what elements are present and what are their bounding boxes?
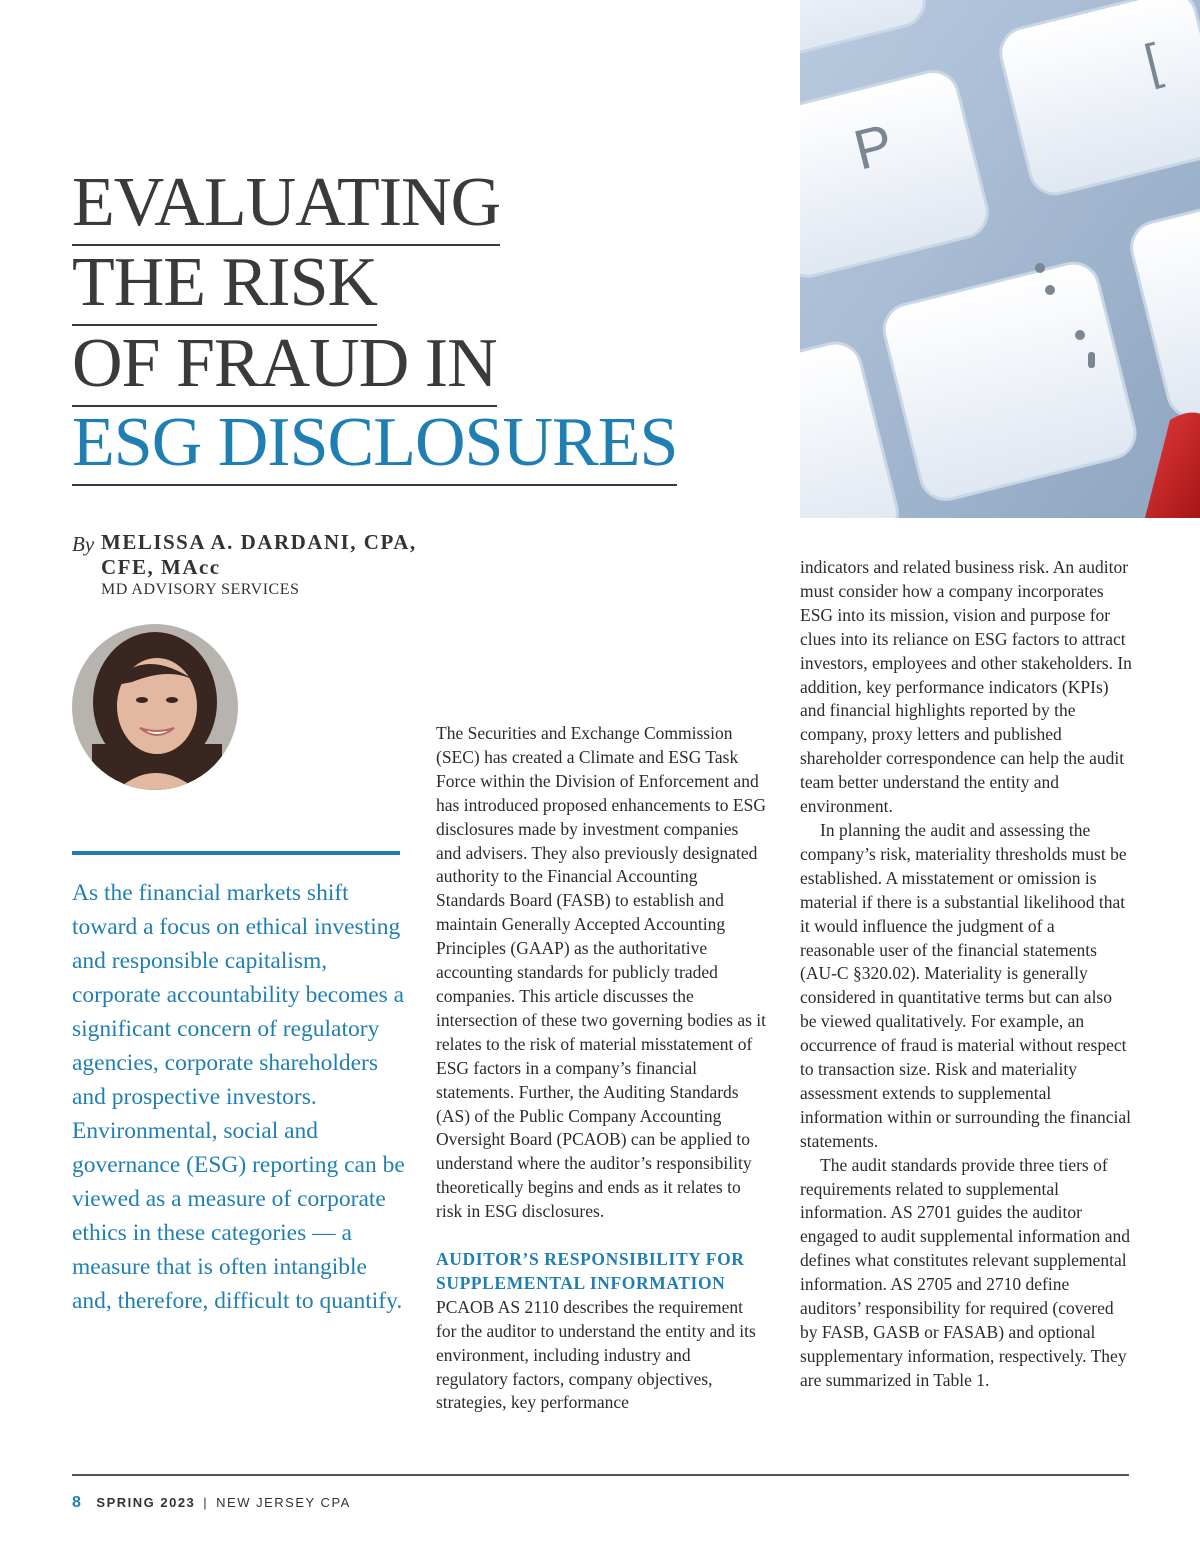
title-line-1: EVALUATING xyxy=(72,168,500,246)
key-bracket-label: [ xyxy=(1139,32,1167,91)
publication-name: NEW JERSEY CPA xyxy=(216,1495,351,1510)
pullquote-rule xyxy=(72,851,400,855)
footer-rule xyxy=(72,1474,1129,1476)
pullquote: As the financial markets shift toward a focus on ethical investing and responsible capitalism, corporate accountability becomes a significant concern of regulatory agencies, corporate shareholders and prospective investors. Environmental, social and governance (ESG) reporting can be viewed as a measure of corporate ethics in these categories — a measure that is often intangible and, therefore, difficult to quantify. xyxy=(72,880,405,1314)
issue-season: SPRING 2023 xyxy=(96,1495,196,1510)
body-column-middle xyxy=(436,722,766,1415)
body-paragraph-2-start: PCAOB AS 2110 describes the requirement for the auditor to understand the entity and its environment, including industry and regulatory factors, company objectives, strategies, key performance xyxy=(436,1296,756,1413)
byline-by: By xyxy=(72,532,95,556)
keyboard-photo xyxy=(800,0,1200,518)
author-name: MELISSA A. DARDANI, CPA, CFE, MAcc xyxy=(101,530,417,579)
body-paragraph-3: In planning the audit and assessing the company’s risk, materiality thresholds must be established. A misstatement or omission is material if there is a substantial likelihood that it would influence the judgment of a reasonable user of the financial statements (AU-C §320.02). Materiality is generally considered in quantitative terms but can also be viewed qualitatively. For example, an occurrence of fraud is material without respect to transaction size. Risk and materiality assessment extends to supplemental information within or surrounding the financial statements. xyxy=(800,819,1131,1151)
footer-separator: | xyxy=(203,1495,209,1510)
page-number: 8 xyxy=(72,1494,83,1511)
page-footer xyxy=(72,1494,351,1512)
body-paragraph-intro: The Securities and Exchange Commission (SEC) has created a Climate and ESG Task Force within the Division of Enforcement and has introduced proposed enhancements to ESG disclosures made by investment companies and advisers. They also previously designated authority to the Financial Accounting Standards Board (FASB) to establish and maintain Generally Accepted Accounting Principles (GAAP) as the authoritative accounting standards for publicly traded companies. This article discusses the intersection of these two governing bodies as it relates to the risk of material misstatement of ESG factors in a company’s financial statements. Further, the Auditing Standards (AS) of the Public Company Accounting Oversight Board (PCAOB) can be applied to understand where the auditor’s responsibility theoretically begins and ends as it relates to risk in ESG disclosures. xyxy=(436,723,766,1222)
author-portrait-icon xyxy=(72,624,238,790)
body-column-right xyxy=(800,556,1132,1393)
title-line-4: ESG DISCLOSURES xyxy=(72,408,677,486)
avatar xyxy=(72,624,238,790)
title-line-2: THE RISK xyxy=(72,248,377,326)
section-heading: AUDITOR’S RESPONSIBILITY FOR SUPPLEMENTAL INFORMATION xyxy=(436,1249,745,1293)
keyboard-keys-icon xyxy=(800,0,1200,518)
title-line-3: OF FRAUD IN xyxy=(72,329,497,407)
author-affiliation: MD ADVISORY SERVICES xyxy=(101,581,300,598)
key-p-label: P xyxy=(847,111,900,182)
body-paragraph-2-end: indicators and related business risk. An auditor must consider how a company incorporates ESG into its mission, vision and purpose for clues into its reliance on ESG factors to attract investors, employees and other stakeholders. In addition, key performance indicators (KPIs) and financial highlights reported by the company, proxy letters and published shareholder correspondence can help the audit team better understand the entity and environment. xyxy=(800,557,1132,817)
body-paragraph-4: The audit standards provide three tiers of requirements related to supplemental information. AS 2701 guides the auditor engaged to audit supplemental information and defines what constitutes relevant supplemental information. AS 2705 and 2710 define auditors’ responsibility for required (covered by FASB, GASB or FASAB) and optional supplementary information, respectively. They are summarized in Table 1. xyxy=(800,1154,1130,1390)
